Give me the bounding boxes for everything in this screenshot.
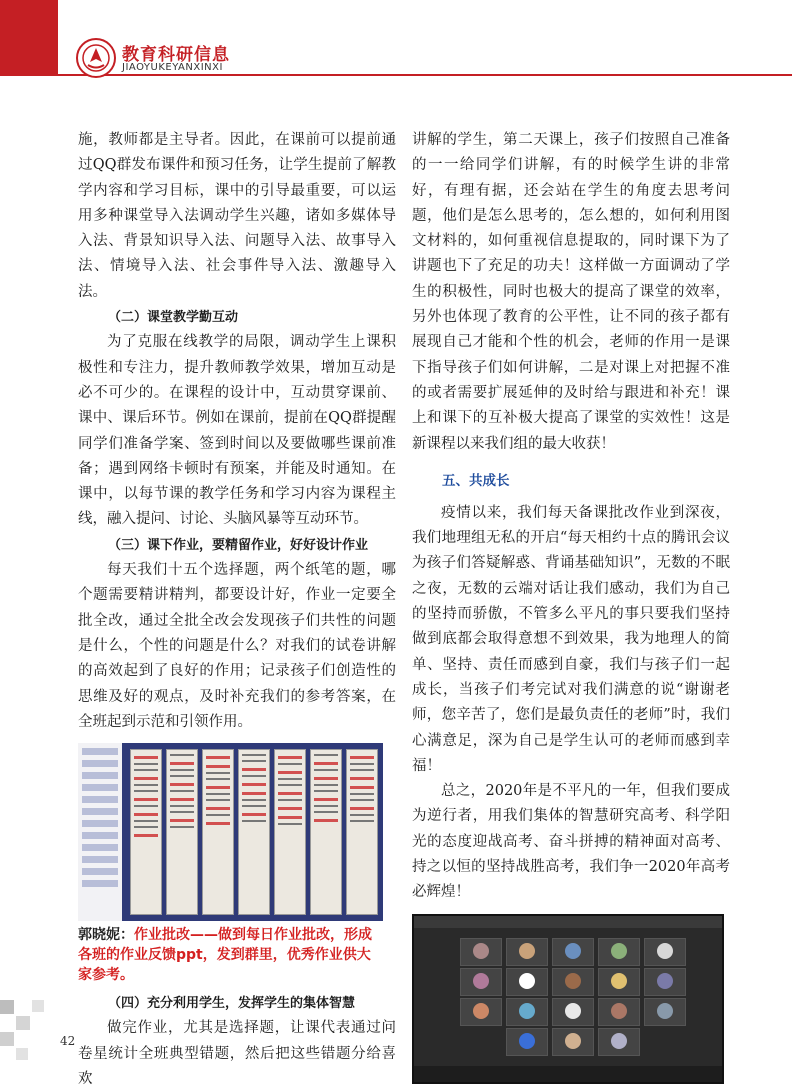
header-rule	[58, 74, 792, 76]
participant-tile	[506, 968, 548, 996]
participant-tile	[552, 998, 594, 1026]
participant-tile	[598, 968, 640, 996]
homework-sheet-image	[346, 749, 378, 915]
homework-sheet-image	[238, 749, 270, 915]
decorative-pixel	[0, 1032, 14, 1046]
participant-tile	[460, 968, 502, 996]
participant-tile	[552, 1028, 594, 1056]
figure-caption-text: 作业批改——做到每日作业批改，形成各班的作业反馈ppt，发到群里，优秀作业供大家参考。	[78, 927, 372, 984]
left-column	[78, 128, 396, 1092]
participant-tile	[506, 1028, 548, 1056]
participant-tile	[644, 968, 686, 996]
figure-caption-name: 郭晓妮：	[78, 927, 134, 944]
homework-sheet-image	[202, 749, 234, 915]
participant-tile	[460, 998, 502, 1026]
left-paragraph-4: 做完作业，尤其是选择题，让课代表通过问卷星统计全班典型错题，然后把这些错题分给喜欢	[78, 1020, 396, 1088]
magazine-logo-icon	[76, 38, 116, 78]
participant-tile	[506, 938, 548, 966]
right-column	[412, 128, 730, 1084]
participant-tile	[506, 998, 548, 1026]
homework-sheet-image	[274, 749, 306, 915]
section-heading-5: 五、共成长	[442, 472, 510, 489]
video-meeting-screenshot-figure	[412, 914, 724, 1084]
right-paragraph-2: 疫情以来，我们每天备课批改作业到深夜，我们地理组无私的开启“每天相约十点的腾讯会议为孩子们答疑解惑、背诵基础知识”，无数的不眠之夜，无数的云端对话让我们感动，我们为自己的坚持而骄傲，不管多么平凡的事只要我们坚持做到底都会取得意想不到效果，我为地理人的简单、坚持、责任而感到自豪，我们与孩子们一起成长，当孩子们考完试对我们满意的说“谢谢老师，您辛苦了，您们是最负责任的老师”时，我们心满意足，深为自己是学生认可的老师而感到幸福！	[412, 504, 730, 774]
homework-sheet-image	[130, 749, 162, 915]
participant-tile	[552, 968, 594, 996]
magazine-subtitle: JIAOYUKEYANXINXI	[122, 62, 223, 73]
participant-tile	[598, 998, 640, 1026]
participant-tile	[460, 938, 502, 966]
participant-tile	[598, 1028, 640, 1056]
homework-sheet-image	[166, 749, 198, 915]
left-paragraph-3: 每天我们十五个选择题，两个纸笔的题，哪个题需要精讲精判，都要设计好，作业一定要全批全改，通过全批全改会发现孩子们共性的问题是什么，个性的问题是什么？对我们的试卷讲解的高效起到了良好的作用；记录孩子们创造性的思维及好的观点，及时补充我们的参考答案，在全班起到示范和引领作用。	[78, 562, 396, 730]
decorative-pixel	[16, 1048, 28, 1060]
page-number: 42	[60, 1034, 76, 1048]
magazine-title: 教育科研信息	[122, 45, 230, 65]
right-paragraph-1: 讲解的学生，第二天课上，孩子们按照自己准备的一一给同学们讲解，有的时候学生讲的非常好，有理有据，还会站在学生的角度去思考问题，他们是怎么思考的，怎么想的，如何利用图文材料的，如何重视信息提取的，同时课下为了讲题也下了充足的功夫！这样做一方面调动了学生的积极性，同时也极大的提高了课堂的效率，另外也体现了教育的公平性，让不同的孩子都有展现自己才能和个性的机会，老师的作用一是课下指导孩子们如何讲解，二是对课上对把握不准的或者需要扩展延伸的及时给与跟进和补充！课上和课下的互补极大提高了课堂的实效性！这是新课程以来我们组的最大收获！	[412, 132, 730, 452]
meeting-toolbar	[414, 1066, 722, 1082]
meeting-title-bar	[414, 916, 722, 928]
participant-tile	[598, 938, 640, 966]
homework-sheet-image	[310, 749, 342, 915]
participant-tile	[644, 938, 686, 966]
subheading-4: （四）充分利用学生，发挥学生的集体智慧	[108, 996, 356, 1012]
right-paragraph-3: 总之，2020年是不平凡的一年，但我们要成为逆行者，用我们集体的智慧研究高考、科学阳光的态度迎战高考、奋斗拼搏的精神面对高考、持之以恒的坚持战胜高考，我们争一2020年高考必辉煌！	[412, 783, 730, 901]
subheading-3: （三）课下作业，要精留作业，好好设计作业	[108, 537, 369, 553]
participant-tile	[644, 998, 686, 1026]
decorative-pixel	[0, 1000, 14, 1014]
left-paragraph-2: 为了克服在线教学的局限，调动学生上课积极性和专注力，提升教师教学效果，增加互动是必不可少的。在课程的设计中，互动贯穿课前、课中、课后环节。例如在课前，提前在QQ群提醒同学们准备学案、签到时间以及要做哪些课前准备；遇到网络卡顿时有预案，并能及时通知。在课中，以每节课的教学任务和学习内容为课程主线，融入提问、讨论、头脑风暴等互动环节。	[78, 334, 396, 528]
figure-caption	[78, 925, 383, 985]
participant-tile	[552, 938, 594, 966]
figure-file-list	[78, 743, 122, 921]
header-corner-block	[0, 0, 58, 76]
homework-screenshot-figure	[78, 743, 383, 921]
left-paragraph-1: 施，教师都是主导者。因此，在课前可以提前通过QQ群发布课件和预习任务，让学生提前了解教学内容和学习目标，课中的引导最重要，可以运用多种课堂导入法调动学生兴趣，诸如多媒体导入法、背景知识导入法、问题导入法、故事导入法、情境导入法、社会事件导入法、激趣导入法。	[78, 132, 396, 300]
subheading-2: （二）课堂教学勤互动	[108, 310, 239, 326]
decorative-pixel	[32, 1000, 44, 1012]
decorative-pixel	[16, 1016, 30, 1030]
